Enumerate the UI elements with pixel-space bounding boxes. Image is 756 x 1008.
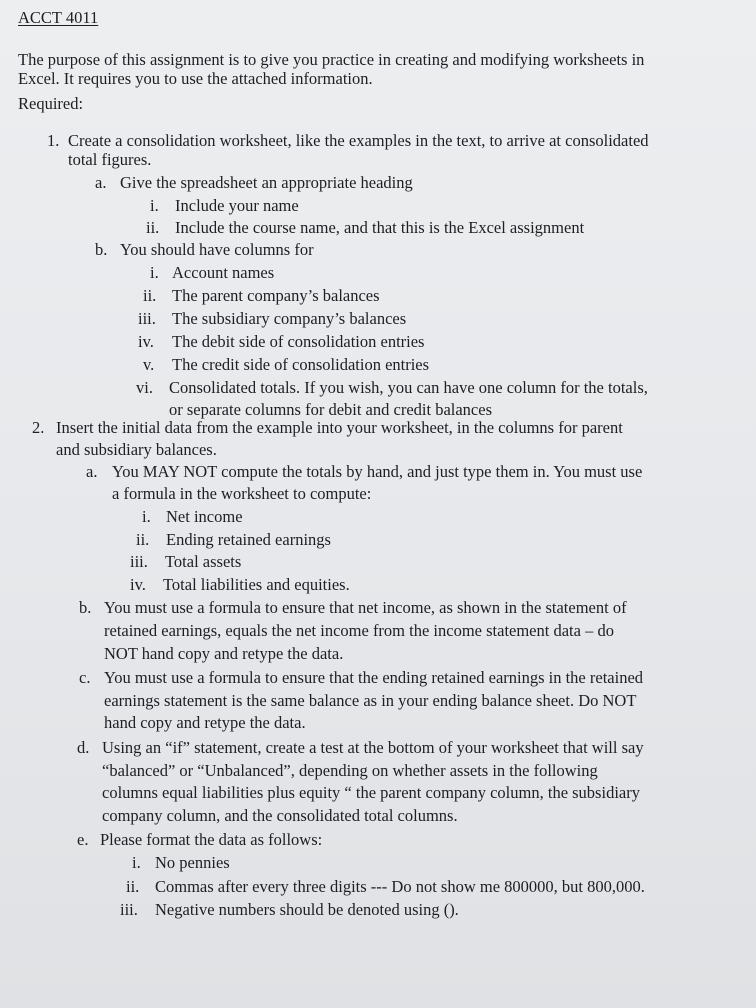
task-2e-iii-text: Negative numbers should be denoted using (). xyxy=(155,900,459,919)
task-2d-line-3: columns equal liabilities plus equity “ the parent company column, the subsidiary xyxy=(102,783,640,802)
task-2e-i-text: No pennies xyxy=(155,853,230,872)
task-1b-vi-text: Consolidated totals. If you wish, you can have one column for the totals, xyxy=(169,378,648,397)
task-1a-ii-marker: ii. xyxy=(146,218,160,237)
task-2e-text: Please format the data as follows: xyxy=(100,830,323,849)
course-heading: ACCT 4011 xyxy=(18,8,99,27)
intro-line-2: Excel. It requires you to use the attached information. xyxy=(18,69,373,88)
task-2d-marker: d. xyxy=(77,738,90,757)
task-1b-vi-marker: vi. xyxy=(136,378,153,397)
intro-line-1: The purpose of this assignment is to give you practice in creating and modifying worksheets in xyxy=(18,50,645,69)
task-2a-iv-marker: iv. xyxy=(130,575,146,594)
task-2b-line-1: You must use a formula to ensure that net income, as shown in the statement of xyxy=(104,598,627,617)
task-1b-iii-marker: iii. xyxy=(138,309,156,328)
task-1-line-1: Create a consolidation worksheet, like the examples in the text, to arrive at consolidated xyxy=(68,131,649,150)
task-1b-i-text: Account names xyxy=(172,263,275,282)
task-1b-iv-marker: iv. xyxy=(138,332,154,351)
task-1a-ii-text: Include the course name, and that this is the Excel assignment xyxy=(175,218,585,237)
task-2a-marker: a. xyxy=(86,462,98,481)
task-2e-ii-marker: ii. xyxy=(126,877,140,896)
task-2a-ii-text: Ending retained earnings xyxy=(166,530,331,549)
task-2a-ii-marker: ii. xyxy=(136,530,150,549)
task-2b-line-2: retained earnings, equals the net income from the income statement data – do xyxy=(104,621,614,640)
task-2a-iii-marker: iii. xyxy=(130,552,148,571)
task-2c-marker: c. xyxy=(79,668,91,687)
task-1b-text: You should have columns for xyxy=(120,240,314,259)
task-2a-iii-text: Total assets xyxy=(165,552,242,571)
task-1b-marker: b. xyxy=(95,240,108,259)
task-2e-marker: e. xyxy=(77,830,89,849)
task-1-marker: 1. xyxy=(47,131,60,150)
task-2d-line-1: Using an “if” statement, create a test at the bottom of your worksheet that will say xyxy=(102,738,644,757)
task-1a-text: Give the spreadsheet an appropriate heading xyxy=(120,173,413,192)
required-label: Required: xyxy=(18,94,84,113)
task-2-line-2: and subsidiary balances. xyxy=(56,440,217,459)
task-2e-ii-text: Commas after every three digits --- Do not show me 800000, but 800,000. xyxy=(155,877,645,896)
task-1b-v-marker: v. xyxy=(143,355,155,374)
task-2d-line-4: company column, and the consolidated total columns. xyxy=(102,806,458,825)
task-1b-ii-marker: ii. xyxy=(143,286,157,305)
task-1-line-2: total figures. xyxy=(68,150,152,169)
task-1b-ii-text: The parent company’s balances xyxy=(172,286,380,305)
task-2b-marker: b. xyxy=(79,598,92,617)
task-2a-iv-text: Total liabilities and equities. xyxy=(163,575,350,594)
task-2e-iii-marker: iii. xyxy=(120,900,138,919)
task-2a-line-2: a formula in the worksheet to compute: xyxy=(112,484,372,503)
task-1b-vi-continuation: or separate columns for debit and credit balances xyxy=(169,400,492,419)
task-1b-iii-text: The subsidiary company’s balances xyxy=(172,309,407,328)
task-2a-line-1: You MAY NOT compute the totals by hand, and just type them in. You must use xyxy=(112,462,643,481)
task-2c-line-3: hand copy and retype the data. xyxy=(104,713,306,732)
task-1b-iv-text: The debit side of consolidation entries xyxy=(172,332,425,351)
task-2-line-1: Insert the initial data from the example into your worksheet, in the columns for parent xyxy=(56,418,623,437)
task-2d-line-2: “balanced” or “Unbalanced”, depending on whether assets in the following xyxy=(102,761,598,780)
task-2-marker: 2. xyxy=(32,418,45,437)
task-2a-i-marker: i. xyxy=(142,507,151,526)
task-1b-v-text: The credit side of consolidation entries xyxy=(172,355,430,374)
task-1a-marker: a. xyxy=(95,173,107,192)
task-1b-i-marker: i. xyxy=(150,263,159,282)
task-2e-i-marker: i. xyxy=(132,853,141,872)
task-2b-line-3: NOT hand copy and retype the data. xyxy=(104,644,344,663)
task-2c-line-2: earnings statement is the same balance as in your ending balance sheet. Do NOT xyxy=(104,691,637,710)
task-2a-i-text: Net income xyxy=(166,507,243,526)
task-2c-line-1: You must use a formula to ensure that the ending retained earnings in the retained xyxy=(104,668,644,687)
task-1a-i-marker: i. xyxy=(150,196,159,215)
task-1a-i-text: Include your name xyxy=(175,196,299,215)
